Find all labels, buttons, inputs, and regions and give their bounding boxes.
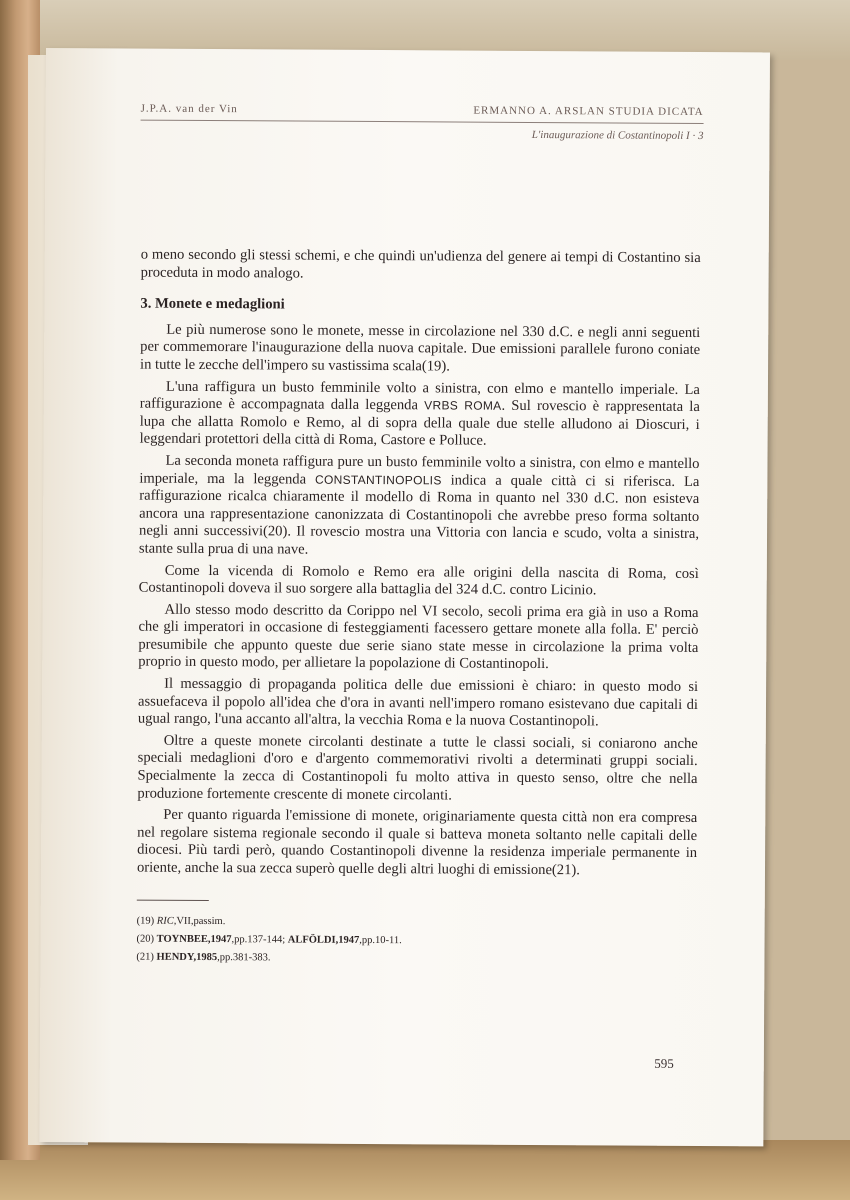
footnote-ref: HENDY,1985 [156,951,218,963]
paragraph-2-text-b: . Sul rovescio è rappresentata la lupa che allatta Romolo e Remo, al di sopra della quale due stelle alludono ai Dioscuri, i leggendari protettori della città di Roma, Castore e Polluce. [139,397,700,450]
footnote-ref-2: ALFÖLDI,1947 [287,934,360,946]
page-header [140,102,704,143]
header-rule [141,120,704,124]
section-heading: 3. Monete e medaglioni [140,295,285,313]
footnote-rest-2: ,pp.10-11. [359,934,402,946]
legend-vrbs-roma: VRBS ROMA [424,398,502,413]
paragraph-5: Allo stesso modo descritto da Corippo nel VI secolo, secoli prima era già in uso a Roma che gli imperatori in occasione di festeggiamenti facessero gettare monete alla folla. E' perciò presumibile che appunto queste due serie siano state messe in circolazione la prima volta proprio in questo modo, per allietare la popolazione di Costantinopoli. [138,601,699,673]
footnote-rest: ,pp.381-383. [217,951,271,963]
footnote-number: (21) [136,951,154,963]
footnote-ref: TOYNBEE,1947 [156,933,232,945]
footnote-rest: ,pp.137-144; [231,933,288,946]
paragraph-8: Per quanto riguarda l'emissione di monete, originariamente questa città non era compresa nel regolare sistema regionale secondo il quale si batteva moneta soltanto nelle capitali delle diocesi. Più tardi però, quando Costantinopoli divenne la residenza imperiale permanente in oriente, anche la sua zecca superò quelle degli altri luoghi di emissione(21). [136,806,698,879]
paragraph-2-text-a: L'una raffigura un busto femminile volto a sinistra, con elmo e mantello imperiale. La raffigurazione è accompagnata dalla leggenda [139,378,700,414]
paragraph-7: Oltre a queste monete circolanti destinate a tutte le classi sociali, si coniarono anche speciali medaglioni d'oro e d'argento commemorativi rivolti a determinati gruppi sociali. Specialmente la zecca di Costantinopoli fu molto attiva in questo senso, oltre che nella produzione fortemente crescente di monete circolanti. [137,732,698,804]
paragraph-3-text-b: indica a quale città ci si riferisca. La raffigurazione ricalca chiaramente il modello di Roma in quanto nel 330 d.C. non esisteva ancora una rappresentazione canonizzata di Costantinopoli che avrebbe preso forma soltanto negli anni successivi(20). Il rovescio mostra una Vittoria con lancia e scudo, volta a sinistra, stante sulla prua di una nave. [138,471,700,558]
running-title: L'inaugurazione di Costantinopoli I · 3 [531,128,704,143]
header-dedication: ERMANNO A. ARSLAN STUDIA DICATA [473,104,704,119]
footnote-21 [136,948,696,969]
paragraph-6: Il messaggio di propaganda politica delle due emissioni è chiaro: in questo modo si assuefaceva il popolo all'idea che d'ora in avanti nell'impero romano esistevano due capitali di ugual rango, l'una accanto all'altra, la vecchia Roma e la nuova Costantinopoli. [137,675,699,730]
footnote-ref: RIC [156,915,174,927]
intro-paragraph: o meno secondo gli stessi schemi, e che quindi un'udienza del genere ai tempi di Costantino sia proceduta in modo analogo. [140,246,701,282]
paragraph-2 [140,378,700,452]
page-body [136,247,700,970]
book-page [39,48,770,1146]
paragraph-3 [139,453,700,562]
footnote-number: (19) [136,915,155,927]
legend-constantinopolis: CONSTANTINOPOLIS [315,472,442,487]
page-number: 595 [654,1055,674,1071]
paragraph-1: Le più numerose sono le monete, messe in circolazione nel 330 d.C. e negli anni seguenti per commemorare l'inaugurazione della nuova capitale. Due emissioni parallele furono coniate in tutte le zecche dell'impero su vastissima scala(19). [140,321,701,375]
footnote-rest: ,VII,passim. [173,915,226,927]
background-bottom [0,1140,850,1200]
footnote-number: (20) [136,933,155,945]
paragraph-3-text-a: La seconda moneta raffigura pure un busto femminile volto a sinistra, con elmo e mantello imperiale, ma la leggenda [139,452,700,488]
paragraph-4: Come la vicenda di Romolo e Remo era alle origini della nascita di Roma, così Costantinopoli doveva il suo sorgere alla battaglia del 324 d.C. contro Licinio. [138,562,699,599]
header-author: J.P.A. van der Vin [140,102,238,116]
footnote-rule [137,899,209,900]
